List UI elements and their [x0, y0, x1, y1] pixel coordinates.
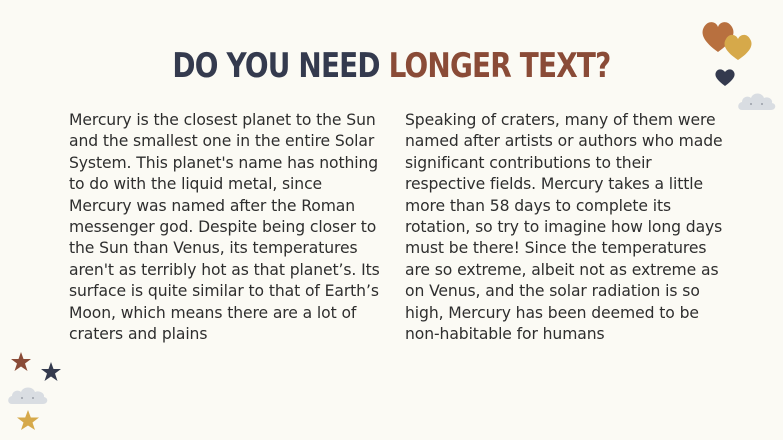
star-brown-icon [11, 352, 31, 371]
text-column-right: Speaking of craters, many of them were named after artists or authors who made significant contributions to their respective fields. Mercury takes a little more than 58 days to complete its rotation, so try to imagine how long days must be there! Since the temperatures are so extreme, albeit not as extreme as on Venus, and the solar radiation is so high, Mercury has been deemed to be non-habitable for humans [405, 111, 723, 344]
cloud-bottom-left-icon [8, 388, 47, 405]
title-part-accent: LONGER TEXT? [388, 46, 611, 86]
heart-navy-icon [715, 69, 734, 86]
cloud-top-right-icon [736, 88, 778, 114]
slide-title [70, 42, 712, 90]
text-column-left: Mercury is the closest planet to the Sun and the smallest one in the entire Solar System. This planet's name has nothing to do with the liquid metal, since Mercury was named after the Roman messenger god. Despite being closer to the Sun than Venus, its temperatures aren't as terribly hot as that planet’s. Its surface is quite similar to that of Earth’s Moon, which means there are a lot of craters and plains [69, 111, 380, 344]
heart-gold-icon [725, 35, 752, 60]
stars-decoration [6, 348, 76, 436]
hearts-decoration [696, 14, 766, 94]
star-navy-icon [41, 362, 61, 381]
star-gold-icon [17, 410, 39, 430]
title-part-dark: DO YOU NEED [172, 46, 389, 86]
